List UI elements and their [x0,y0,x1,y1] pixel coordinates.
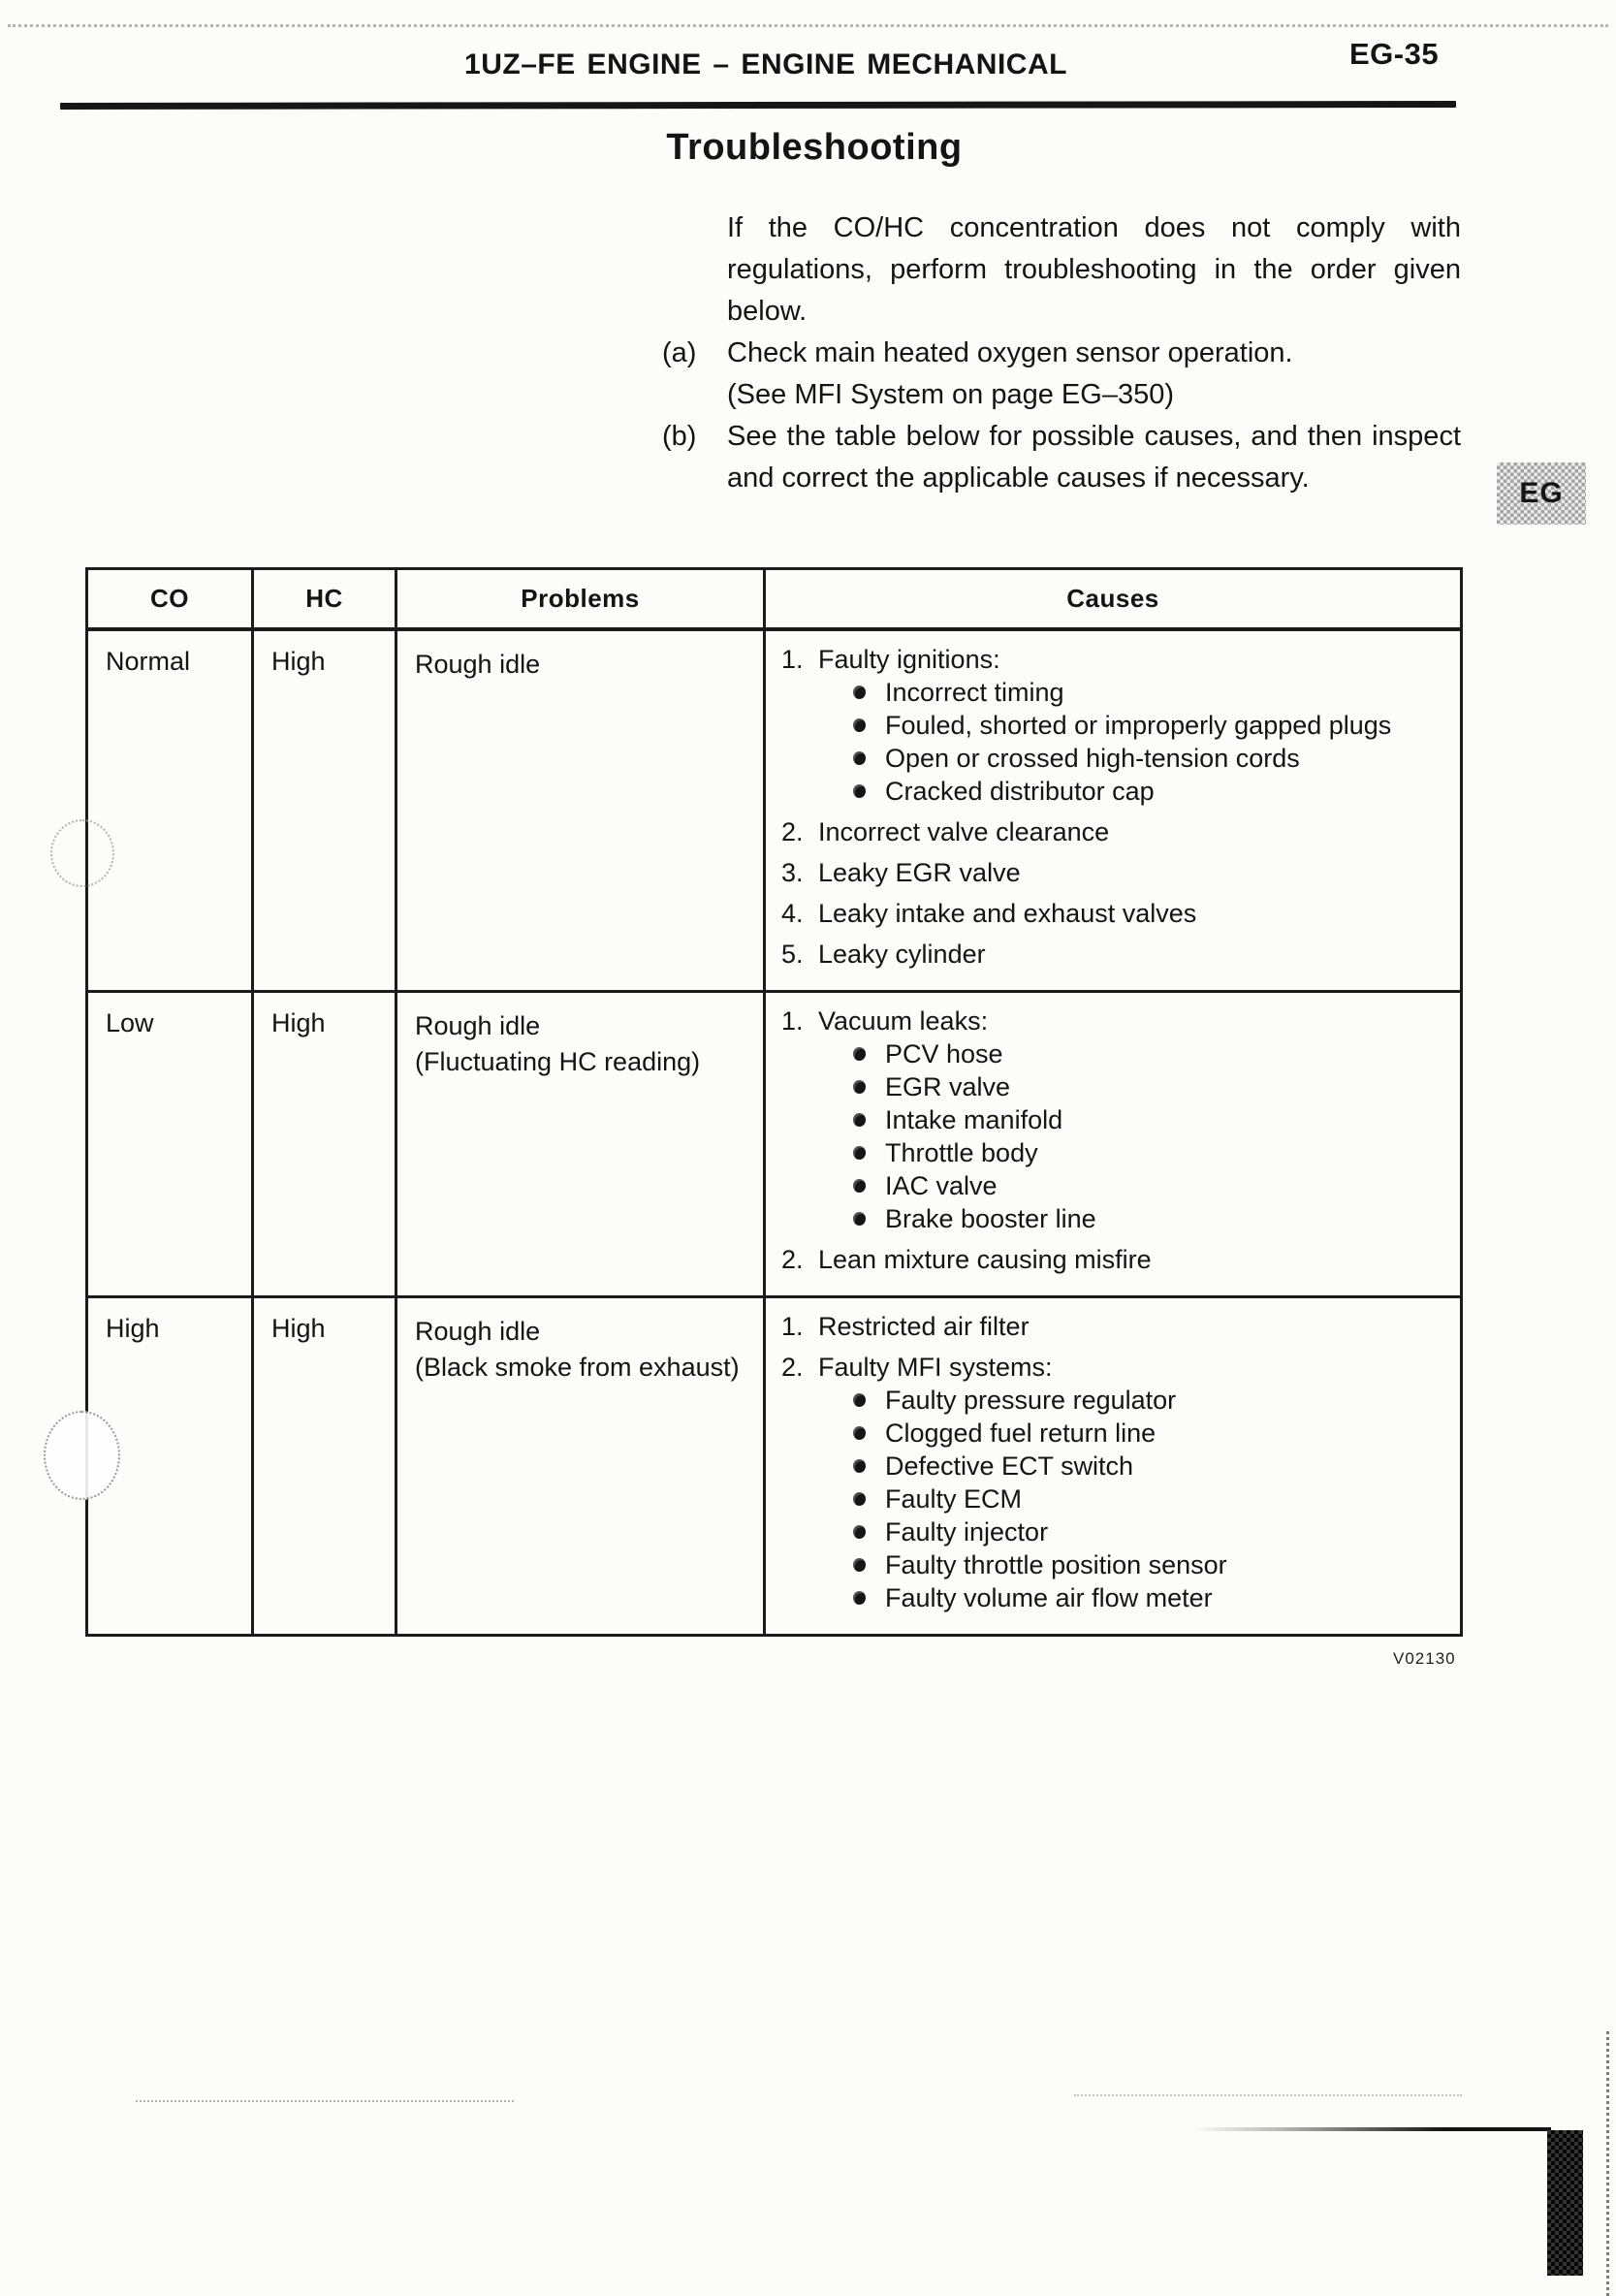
troubleshooting-table-wrapper [85,567,1463,1637]
step-a-text [727,333,1461,416]
bullet-text: IAC valve [885,1171,998,1200]
problem-line: Rough idle [415,1317,541,1346]
section-tab-eg [1497,462,1586,525]
troubleshooting-table [85,567,1463,1637]
bullet-text: PCV hose [885,1039,1003,1068]
bullet-icon [853,1212,866,1226]
bullet-text: Open or crossed high-tension cords [885,744,1300,773]
cause-bullet [818,1450,1444,1483]
problems-cell [396,629,765,992]
scan-dotted-mark-right [1074,2094,1462,2096]
cause-bullet [818,1136,1444,1169]
cause-text: Faulty MFI systems: [818,1353,1053,1382]
problem-line: (Fluctuating HC reading) [415,1047,701,1076]
cause-item [781,856,1444,889]
page-header-title: 1UZ–FE ENGINE – ENGINE MECHANICAL [464,48,1067,80]
bullet-icon [853,784,866,798]
bullet-icon [853,1591,866,1605]
cause-text: Restricted air filter [818,1312,1030,1341]
page-edge-tab [1547,2130,1583,2276]
step-b [662,416,1461,499]
bullet-text: Clogged fuel return line [885,1419,1157,1448]
scan-dotted-edge-top [8,24,1608,27]
bullet-icon [853,1525,866,1539]
figure-code: V02130 [1393,1649,1456,1668]
cause-item [781,1310,1444,1343]
cause-item [781,815,1444,848]
scan-dotted-mark-left [136,2100,514,2102]
bullet-icon [853,1047,866,1061]
cause-bullet [818,1070,1444,1103]
bullet-icon [853,751,866,765]
cause-number: 3. [781,858,804,887]
bullet-text: Faulty injector [885,1517,1049,1547]
cause-text: Incorrect valve clearance [818,817,1110,846]
cause-text: Leaky cylinder [818,940,986,969]
col-header-hc: HC [253,569,396,630]
bullet-icon [853,1393,866,1407]
co-cell: High [87,1297,253,1636]
cause-number: 2. [781,1353,804,1382]
bullet-text: EGR valve [885,1072,1011,1101]
problem-line: Rough idle [415,1011,541,1040]
cause-bullet [818,1384,1444,1417]
causes-cell [765,992,1462,1297]
intro-paragraph: If the CO/HC concentration does not comply with regulations, perform troubleshooting in the order given below. [727,212,1461,327]
cause-item [781,643,1444,808]
bullet-icon [853,1426,866,1440]
col-header-problems: Problems [396,569,765,630]
scan-dotted-edge-right [1606,2031,1609,2296]
co-cell: Normal [87,629,253,992]
bullet-icon [853,1080,866,1094]
bullet-text: Faulty ECM [885,1484,1023,1514]
cause-bullet [818,676,1444,709]
bullet-text: Faulty throttle position sensor [885,1550,1227,1579]
bullet-text: Faulty volume air flow meter [885,1583,1213,1612]
header-rule [60,101,1456,110]
hc-cell: High [253,1297,396,1636]
step-a-label: (a) [662,337,697,368]
body-copy [662,207,1461,499]
scan-artifact [50,819,114,887]
cause-bullet [818,1548,1444,1581]
bullet-text: Intake manifold [885,1105,1063,1134]
co-cell: Low [87,992,253,1297]
col-header-causes: Causes [765,569,1462,630]
cause-item [781,938,1444,971]
cause-number: 2. [781,1245,804,1274]
cause-text: Lean mixture causing misfire [818,1245,1152,1274]
cause-bullet [818,1169,1444,1202]
bullet-icon [853,718,866,732]
cause-text: Faulty ignitions: [818,645,1000,674]
cause-text: Leaky EGR valve [818,858,1021,887]
bullet-text: Defective ECT switch [885,1451,1134,1481]
bullet-icon [853,1179,866,1193]
cause-bullet [818,775,1444,808]
scan-artifact [44,1411,120,1500]
table-row [87,1297,1462,1636]
problem-line: (Black smoke from exhaust) [415,1353,740,1382]
cause-number: 5. [781,940,804,969]
corner-rule [1192,2127,1551,2131]
cause-item [781,1243,1444,1276]
cause-number: 2. [781,817,804,846]
cause-number: 1. [781,1312,804,1341]
table-row [87,992,1462,1297]
page-number: EG-35 [1349,37,1440,71]
bullet-text: Brake booster line [885,1204,1096,1233]
step-a [662,333,1461,416]
bullet-text: Faulty pressure regulator [885,1386,1177,1415]
cause-bullet [818,1417,1444,1450]
problems-cell [396,1297,765,1636]
step-b-label: (b) [662,421,697,452]
bullet-icon [853,686,866,699]
cause-text: Leaky intake and exhaust valves [818,899,1197,928]
bullet-text: Throttle body [885,1138,1038,1167]
bullet-text: Cracked distributor cap [885,777,1155,806]
cause-item [781,1004,1444,1235]
table-row [87,629,1462,992]
cause-bullet [818,709,1444,742]
cause-bullet [818,1202,1444,1235]
cause-text: Vacuum leaks: [818,1006,989,1036]
bullet-icon [853,1146,866,1160]
table-header-row [87,569,1462,630]
bullet-text: Fouled, shorted or improperly gapped plugs [885,711,1392,740]
problems-cell [396,992,765,1297]
cause-item [781,897,1444,930]
step-b-text: See the table below for possible causes, and then inspect and correct the applicable causes if necessary. [727,421,1461,494]
causes-cell [765,629,1462,992]
cause-bullet [818,742,1444,775]
bullet-icon [853,1459,866,1473]
cause-bullet [818,1103,1444,1136]
hc-cell: High [253,629,396,992]
cause-number: 1. [781,645,804,674]
cause-bullet [818,1483,1444,1515]
cause-bullet [818,1515,1444,1548]
cause-number: 4. [781,899,804,928]
cause-bullet [818,1581,1444,1614]
causes-cell [765,1297,1462,1636]
col-header-co: CO [87,569,253,630]
cause-number: 1. [781,1006,804,1036]
section-tab-label: EG [1519,477,1564,509]
cause-bullet [818,1037,1444,1070]
step-a-line-1: Check main heated oxygen sensor operation. [727,337,1293,368]
bullet-icon [853,1113,866,1127]
bullet-icon [853,1558,866,1572]
hc-cell: High [253,992,396,1297]
step-a-line-2: (See MFI System on page EG–350) [727,379,1174,410]
bullet-text: Incorrect timing [885,678,1064,707]
bullet-icon [853,1492,866,1506]
page-title: Troubleshooting [666,127,963,168]
problem-line: Rough idle [415,650,541,679]
cause-item [781,1351,1444,1614]
